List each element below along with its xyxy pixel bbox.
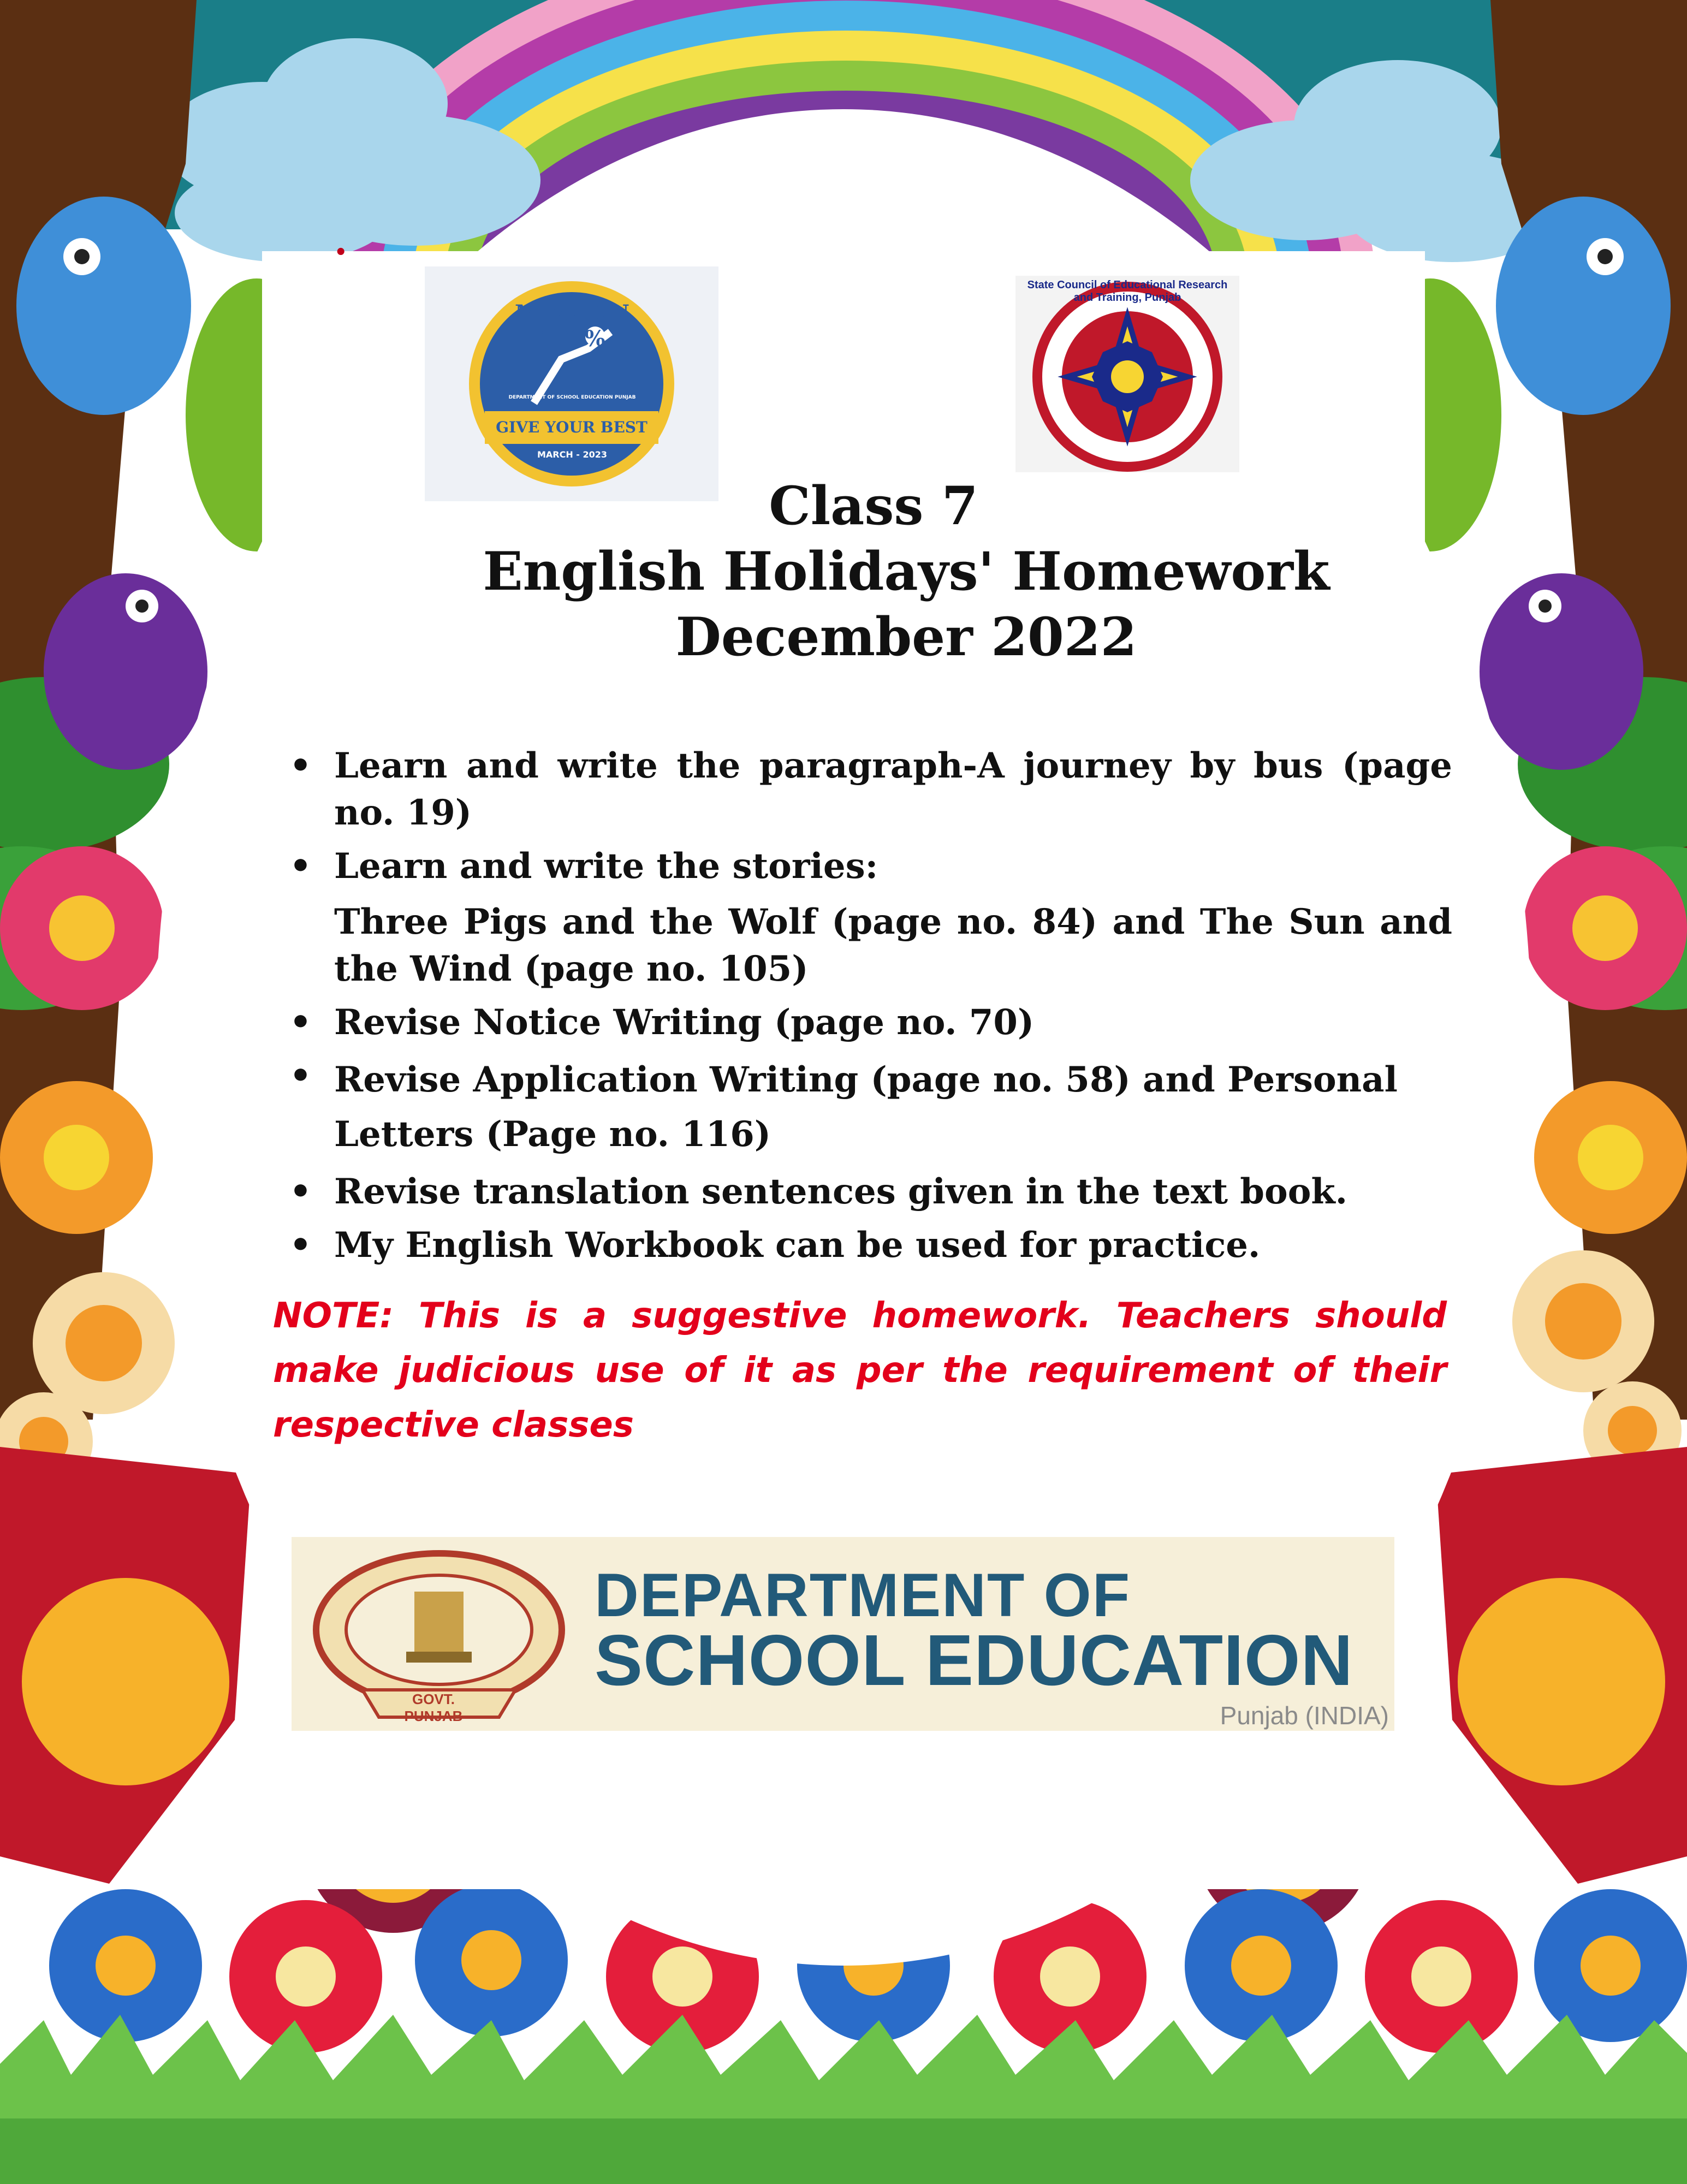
list-item: • Revise translation sentences given in the text book. bbox=[289, 1168, 1452, 1215]
department-title-line1: DEPARTMENT OF bbox=[595, 1561, 1131, 1629]
bullet-icon: • bbox=[289, 1171, 312, 1212]
seal-text: GOVT. PUNJAB bbox=[404, 1691, 463, 1724]
bullet-icon: • bbox=[289, 1002, 312, 1043]
mission-top-text: MISSION 100% bbox=[515, 300, 629, 352]
mission-date-text: MARCH - 2023 bbox=[537, 449, 608, 460]
list-item: • Learn and write the paragraph-A journey by bus (page no. 19) bbox=[289, 743, 1452, 836]
class-title: Class 7 bbox=[769, 475, 978, 537]
scert-emblem-icon bbox=[1015, 276, 1239, 472]
list-item: • Learn and write the stories: Three Pigs and the Wolf (page no. 84) and The Sun and the Wind (page no. 105) bbox=[289, 843, 1452, 993]
list-item: • Revise Application Writing (page no. 58) and Personal Letters (Page no. 116) bbox=[289, 1053, 1452, 1162]
homework-list bbox=[289, 743, 1452, 1275]
mission-small-text: DEPARTMENT OF SCHOOL EDUCATION PUNJAB bbox=[508, 395, 636, 400]
scert-ring-text: State Council of Educational Research and Training, Punjab bbox=[1027, 279, 1228, 304]
scert-punjab-logo bbox=[1015, 276, 1239, 472]
bullet-icon: • bbox=[289, 1225, 312, 1266]
bullet-icon: • bbox=[289, 745, 312, 786]
mission-100-logo bbox=[425, 266, 718, 501]
department-banner bbox=[292, 1537, 1394, 1731]
month-title: December 2022 bbox=[675, 606, 1137, 668]
department-title-line2: SCHOOL EDUCATION bbox=[595, 1620, 1353, 1700]
homework-note: NOTE: This is a suggestive homework. Teachers should make judicious use of it as per the requirement of their respective classes bbox=[273, 1296, 1447, 1445]
stories-detail: Three Pigs and the Wolf (page no. 84) and The Sun and the Wind (page no. 105) bbox=[334, 901, 1452, 989]
list-item: • My English Workbook can be used for practice. bbox=[289, 1222, 1452, 1269]
subject-title: English Holidays' Homework bbox=[483, 541, 1330, 602]
mission-ribbon-text: GIVE YOUR BEST bbox=[496, 418, 648, 436]
list-item: • Revise Notice Writing (page no. 70) bbox=[289, 999, 1452, 1046]
department-location: Punjab (INDIA) bbox=[1220, 1701, 1389, 1730]
document-marker-dot: . bbox=[334, 218, 348, 264]
bullet-icon: • bbox=[289, 1055, 312, 1096]
bullet-icon: • bbox=[289, 846, 312, 887]
